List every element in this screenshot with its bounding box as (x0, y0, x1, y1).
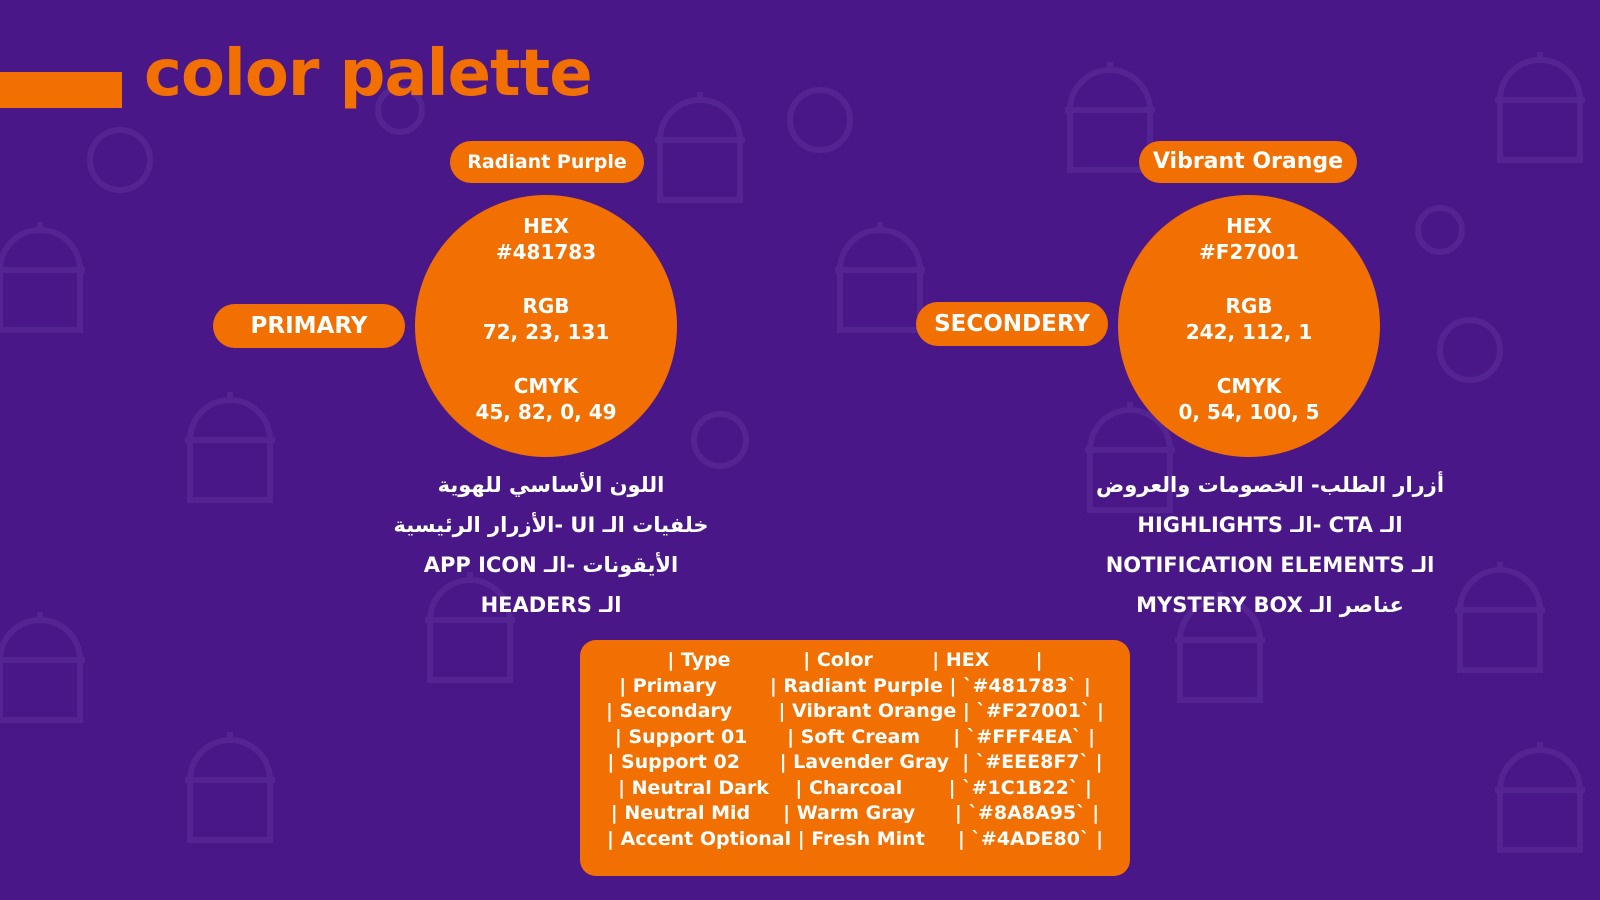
secondary-rgb-label: RGB (1225, 294, 1273, 318)
secondary-hex-value: #F27001 (1199, 240, 1299, 264)
secondary-color-name: Vibrant Orange (1139, 141, 1357, 183)
primary-usage-item: الأيقونات -الـ APP ICON (423, 553, 679, 577)
primary-rgb-label: RGB (522, 294, 570, 318)
cloche-box-icon (1495, 742, 1585, 850)
primary-cmyk-value: 45, 82, 0, 49 (475, 400, 617, 424)
table-row: | Neutral Mid | Warm Gray | `#8A8A95` | (610, 802, 1100, 824)
secondary-role-badge: SECONDERY (916, 302, 1108, 346)
table-row: | Secondary | Vibrant Orange | `#F27001` | (606, 700, 1104, 722)
primary-usage-item: الـ HEADERS (480, 593, 622, 617)
primary-hex-value: #481783 (495, 240, 597, 264)
table-row: | Neutral Dark | Charcoal | `#1C1B22` | (618, 776, 1092, 799)
table-row: | Support 01 | Soft Cream | `#FFF4EA` | (614, 725, 1096, 748)
table-row: | Support 02 | Lavender Gray | `#EEE8F7` | (607, 751, 1103, 773)
title-accent-bar (0, 72, 122, 108)
primary-cmyk-label: CMYK (513, 374, 579, 398)
secondary-color-swatch (1118, 195, 1380, 457)
primary-color-swatch (415, 195, 677, 457)
secondary-usage-item: عناصر الـ MYSTERY BOX (1136, 593, 1404, 617)
secondary-rgb-value: 242, 112, 1 (1185, 320, 1313, 344)
table-row: | Accent Optional | Fresh Mint | `#4ADE80` | (606, 827, 1104, 850)
color-table (580, 640, 1130, 876)
cloche-box-icon (0, 222, 85, 330)
cloche-box-icon (185, 392, 275, 500)
cloche-box-icon (1495, 52, 1585, 160)
table-row: | Primary | Radiant Purple | `#481783` | (619, 674, 1091, 697)
secondary-hex-label: HEX (1226, 214, 1272, 238)
cloche-box-icon (835, 222, 925, 330)
primary-usage-item: خلفيات الـ UI -الأزرار الرئيسية (393, 513, 709, 537)
secondary-usage-item: أزرار الطلب- الخصومات والعروض (1095, 473, 1445, 497)
primary-usage-item: اللون الأساسي للهوية (437, 473, 665, 497)
primary-rgb-value: 72, 23, 131 (482, 320, 610, 344)
primary-color-name: Radiant Purple (450, 141, 644, 183)
cloche-box-icon (185, 732, 275, 840)
page-title: color palette (144, 37, 592, 111)
secondary-usage-item: الـ NOTIFICATION ELEMENTS (1105, 553, 1435, 577)
secondary-cmyk-value: 0, 54, 100, 5 (1178, 400, 1320, 424)
primary-hex-label: HEX (523, 214, 569, 238)
table-header-row: | Type | Color | HEX | (667, 649, 1043, 671)
cloche-box-icon (655, 92, 745, 200)
primary-role-badge: PRIMARY (213, 304, 405, 348)
cloche-box-icon (0, 612, 85, 720)
secondary-cmyk-label: CMYK (1216, 374, 1282, 398)
secondary-usage-list (1040, 465, 1500, 625)
primary-usage-list (321, 465, 781, 625)
secondary-usage-item: الـ CTA -الـ HIGHLIGHTS (1137, 513, 1403, 537)
